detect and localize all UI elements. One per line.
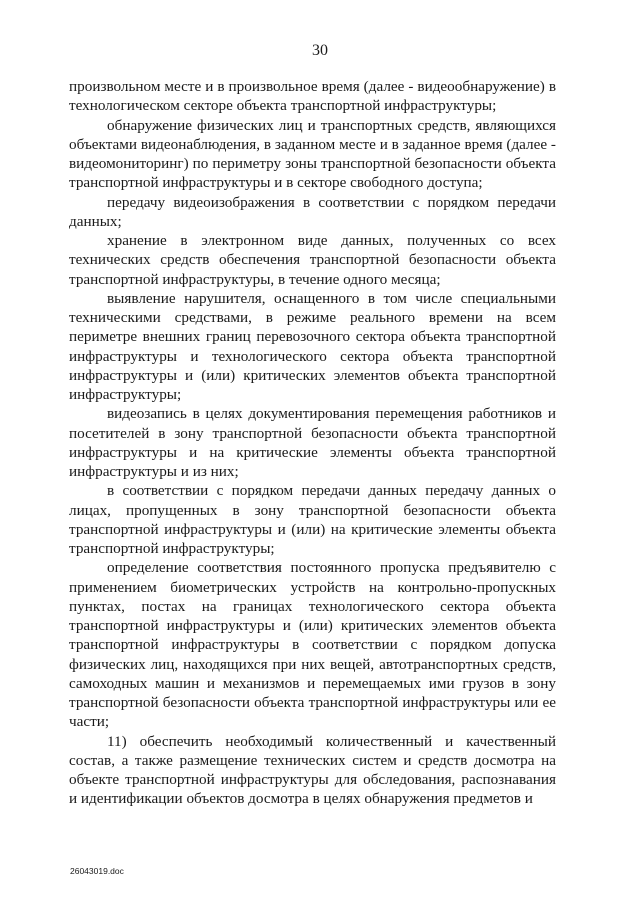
paragraph-videomonitoring: обнаружение физических лиц и транспортных средств, являющихся объектами видеонаблюдения, в заданном месте и в заданное время (далее - видеомониторинг) по периметру зоны транспортной безопасности объекта транспортной инфраструктуры и в секторе свободного доступа; — [69, 116, 556, 192]
paragraph-intruder-detection: выявление нарушителя, оснащенного в том числе специальными техническими средствами, в режиме реального времени на всем периметре внешних границ перевозочного сектора объекта транспортной инфраструктуры и технологического сектора объекта транспортной инфраструктуры и (или) критических элементов объекта транспортной инфраструктуры; — [69, 289, 556, 403]
paragraph-continued: произвольном месте и в произвольное время (далее - видеообнаружение) в технологическом секторе объекта транспортной инфраструктуры; — [69, 78, 556, 115]
paragraph-biometric-check: определение соответствия постоянного пропуска предъявителю с применением биометрических устройств на контрольно-пропускных пунктах, постах на границах технологического сектора объекта транспортной инфраструктуры и (или) критических элементов объекта транспортной инфраструктуры в соответствии с порядком допуска физических лиц, находящихся при них вещей, автотранспортных средств, самоходных машин и механизмов и перемещаемых ими грузов в зону транспортной безопасности объекта транспортной инфраструктуры или ее части; — [69, 559, 556, 731]
paragraph-video-transfer: передачу видеоизображения в соответствии с порядком передачи данных; — [69, 193, 556, 230]
paragraph-item-11: 11) обеспечить необходимый количественный и качественный состав, а также размещение технических систем и средств досмотра на объекте транспортной инфраструктуры для обследования, распознавания и идентификации объектов досмотра в целях обнаружения предметов и — [69, 732, 556, 808]
paragraph-video-recording: видеозапись в целях документирования перемещения работников и посетителей в зону транспортной безопасности объекта транспортной инфраструктуры и на критические элементы объекта транспортной инфраструктуры и из них; — [69, 405, 556, 480]
paragraph-data-storage: хранение в электронном виде данных, полученных со всех технических средств обеспечения транспортной безопасности объекта транспортной инфраструктуры, в течение одного месяца; — [69, 232, 556, 288]
page-number: 30 — [312, 42, 328, 59]
document-body — [69, 77, 556, 809]
footer-filename: 26043019.doc — [70, 866, 124, 876]
paragraph-data-transfer: в соответствии с порядком передачи данных передачу данных о лицах, пропущенных в зону транспортной безопасности объекта транспортной инфраструктуры и (или) на критические элементы объекта транспортной инфраструктуры; — [69, 482, 556, 557]
